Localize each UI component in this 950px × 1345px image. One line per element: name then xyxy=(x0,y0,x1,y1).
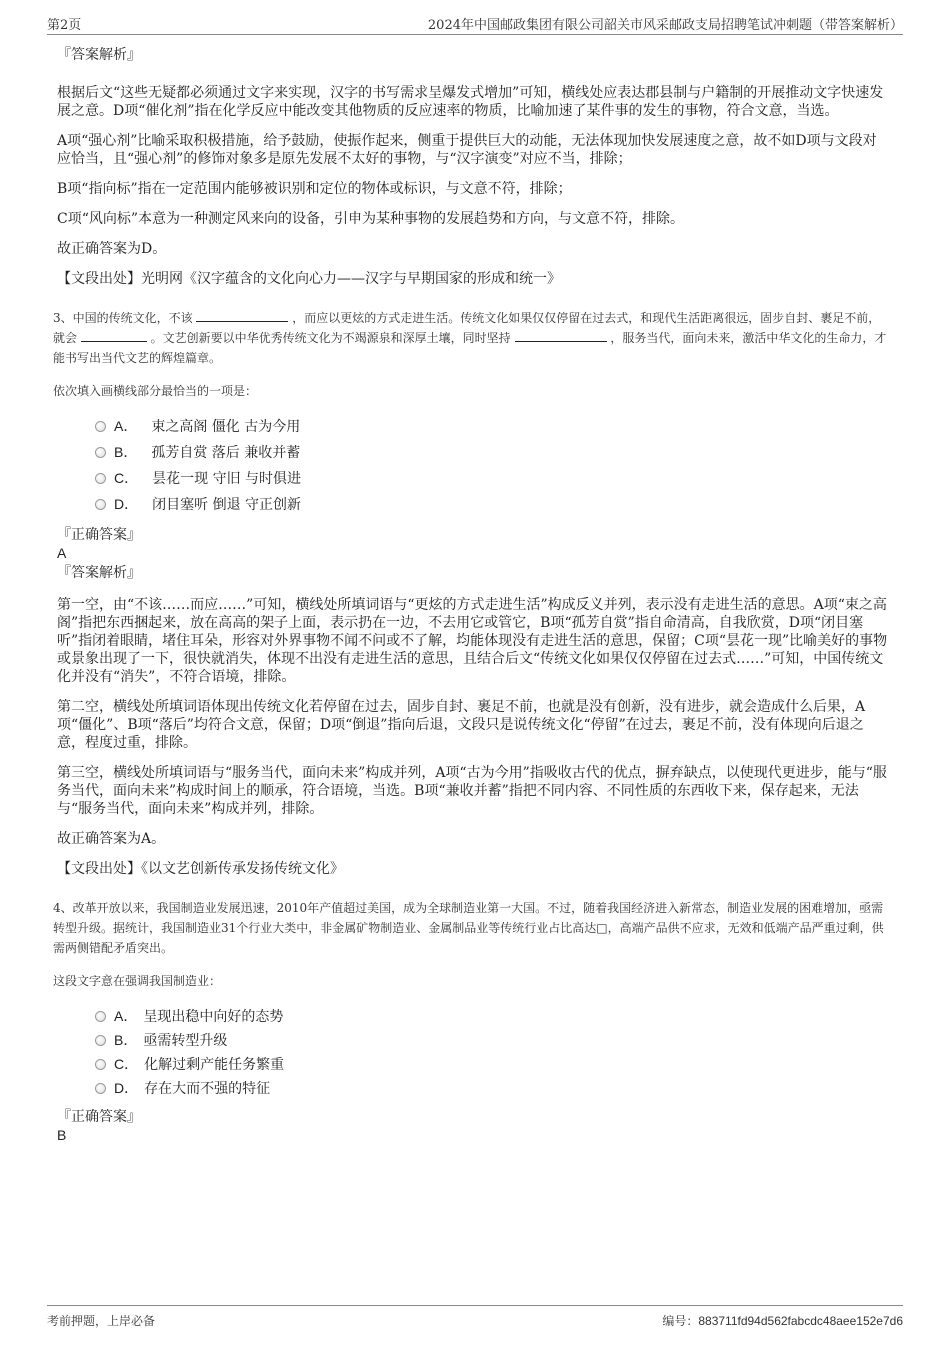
document-code xyxy=(662,1312,903,1329)
analysis-paragraph: 第二空，横线处所填词语体现出传统文化若停留在过去，固步自封、裹足不前，也就是没有创新，没有进步，就会造成什么后果，A项“僵化”、B项“落后”均符合文意，保留；D项“倒退”指向后退，文段只是说传统文化“停留”在过去，裹足不前，没有体现向后退之意，程度过重，排除。 xyxy=(57,699,866,751)
correct-answer: A xyxy=(57,545,67,561)
fill-blank xyxy=(196,309,288,322)
analysis-paragraph: C项“风向标”本意为一种测定风来向的设备，引申为某种事物的发展趋势和方向，与文意不符，排除。 xyxy=(57,211,685,227)
code-label: 编号： xyxy=(662,1314,699,1328)
analysis-label: 『答案解析』 xyxy=(57,565,141,581)
fill-blank xyxy=(515,329,607,342)
option-text: 化解过剩产能任务繁重 xyxy=(144,1057,285,1073)
radio-icon[interactable] xyxy=(95,1035,106,1046)
option-a[interactable] xyxy=(95,1006,888,1030)
question-3-prompt: 依次填入画横线部分最恰当的一项是： xyxy=(53,384,258,398)
question-text-part: 3、中国的传统文化，不该 xyxy=(53,311,193,325)
radio-icon[interactable] xyxy=(95,1011,106,1022)
analysis-paragraph: 故正确答案为D。 xyxy=(57,241,167,257)
radio-icon[interactable] xyxy=(95,1059,106,1070)
analysis-paragraph: A项“强心剂”比喻采取积极措施，给予鼓励，使振作起来，侧重于提供巨大的动能，无法体现加快发展速度之意，故不如D项与文段对应恰当，且“强心剂”的修饰对象多是原先发展不太好的事物，与“汉字演变”对应不当，排除； xyxy=(57,133,877,167)
page-footer xyxy=(47,1305,903,1330)
option-text: 束之高阁 僵化 古为今用 xyxy=(151,419,301,435)
option-key: B． xyxy=(114,1032,138,1048)
option-text: 孤芳自赏 落后 兼收并蓄 xyxy=(151,445,301,461)
question-text-part: 。文艺创新要以中华优秀传统文化为不竭源泉和深厚土壤，同时坚持 xyxy=(150,331,511,345)
option-key: A． xyxy=(114,418,138,434)
footer-slogan: 考前押题，上岸必备 xyxy=(47,1314,156,1328)
option-key: D． xyxy=(114,496,139,512)
option-b[interactable] xyxy=(95,1030,888,1054)
option-b[interactable] xyxy=(95,442,888,468)
option-d[interactable] xyxy=(95,494,888,520)
option-key: C． xyxy=(114,1056,139,1072)
question-4-prompt: 这段文字意在强调我国制造业： xyxy=(53,974,222,988)
page-number: 第2页 xyxy=(47,18,82,33)
analysis-paragraph: 第三空，横线处所填词语与“服务当代，面向未来”构成并列，A项“古为今用”指吸收古代的优点，摒弃缺点，以使现代更进步，能与“服务当代，面向未来”构成时间上的顺承，符合语境，当选。B项“兼收并蓄”指把不同内容、不同性质的东西收下来，保存起来，无法与“服务当代，面向未来”构成并列，排除。 xyxy=(57,765,887,817)
source-citation: 【文段出处】光明网《汉字蕴含的文化向心力——汉字与早期国家的形成和统一》 xyxy=(57,271,561,287)
analysis-paragraph: 故正确答案为A。 xyxy=(57,831,166,847)
analysis-paragraph: B项“指向标”指在一定范围内能够被识别和定位的物体或标识，与文意不符，排除； xyxy=(57,181,572,197)
option-key: D． xyxy=(114,1080,139,1096)
option-key: C． xyxy=(114,470,139,486)
radio-icon[interactable] xyxy=(95,421,106,432)
option-text: 呈现出稳中向好的态势 xyxy=(143,1009,284,1025)
option-key: B． xyxy=(114,444,138,460)
question-3-options xyxy=(95,416,888,520)
analysis-label: 『答案解析』 xyxy=(57,47,141,63)
option-text: 闭目塞听 倒退 守正创新 xyxy=(152,497,302,513)
radio-icon[interactable] xyxy=(95,473,106,484)
option-text: 存在大而不强的特征 xyxy=(144,1081,271,1097)
option-text: 亟需转型升级 xyxy=(143,1033,228,1049)
question-text-part: ，而应以更炫的方式走进生活。传统文化如果仅仅停留在过去式，和现代生活距离很远，固步自封、裹足不前，就会 xyxy=(53,311,881,345)
option-d[interactable] xyxy=(95,1078,888,1102)
option-a[interactable] xyxy=(95,416,888,442)
option-text: 昙花一现 守旧 与时俱进 xyxy=(152,471,302,487)
document-title: 2024年中国邮政集团有限公司韶关市风采邮政支局招聘笔试冲刺题（带答案解析） xyxy=(427,18,903,33)
code-value: 883711fd94d562fabcdc48aee152e7d6 xyxy=(698,1314,903,1328)
question-text-part: ，服务当代，面向未来，激活中华文化的生命力，才能书写出当代文艺的辉煌篇章。 xyxy=(53,331,887,365)
option-key: A． xyxy=(114,1008,138,1024)
question-4-options xyxy=(95,1006,888,1102)
radio-icon[interactable] xyxy=(95,499,106,510)
radio-icon[interactable] xyxy=(95,1083,106,1094)
correct-answer: B xyxy=(57,1127,67,1143)
question-4-text: 4、改革开放以来，我国制造业发展迅速，2010年产值超过美国，成为全球制造业第一大国。不过，随着我国经济进入新常态，制造业发展的困难增加，亟需转型升级。据统计，我国制造业31个行业大类中，非金属矿物制造业、金属制品业等传统行业占比高达□，高端产品供不应求，无效和低端产品严重过剩，供需两侧错配矛盾突出。 xyxy=(53,901,884,955)
document-body xyxy=(53,44,888,1146)
fill-blank xyxy=(81,329,147,342)
page-header xyxy=(47,12,903,35)
correct-answer-label: 『正确答案』 xyxy=(57,1109,141,1125)
radio-icon[interactable] xyxy=(95,447,106,458)
correct-answer-label: 『正确答案』 xyxy=(57,527,141,543)
analysis-paragraph: 根据后文“这些无疑都必须通过文字来实现，汉字的书写需求呈爆发式增加”可知，横线处应表达郡县制与户籍制的开展推动文字快速发展之意。D项“催化剂”指在化学反应中能改变其他物质的反应速率的物质，比喻加速了某件事的发生的事物，符合文意，当选。 xyxy=(57,85,884,119)
option-c[interactable] xyxy=(95,468,888,494)
source-citation: 【文段出处】《以文艺创新传承发扬传统文化》 xyxy=(57,861,344,877)
option-c[interactable] xyxy=(95,1054,888,1078)
question-3-text xyxy=(53,308,888,368)
analysis-paragraph: 第一空，由“不该……而应……”可知，横线处所填词语与“更炫的方式走进生活”构成反义并列，表示没有走进生活的意思。A项“束之高阁”指把东西捆起来，放在高高的架子上面，表示扔在一边，不去用它或管它，B项“孤芳自赏”指自命清高，自我欣赏，D项“闭目塞听”指闭着眼睛，堵住耳朵，形容对外界事物不闻不问或不了解，均能体现没有走进生活的意思，保留；C项“昙花一现”比喻美好的事物或景象出现了一下，很快就消失，体现不出没有走进生活的意思，且结合后文“传统文化如果仅仅停留在过去式……”可知，中国传统文化并没有“消失”，不符合语境，排除。 xyxy=(57,597,888,685)
